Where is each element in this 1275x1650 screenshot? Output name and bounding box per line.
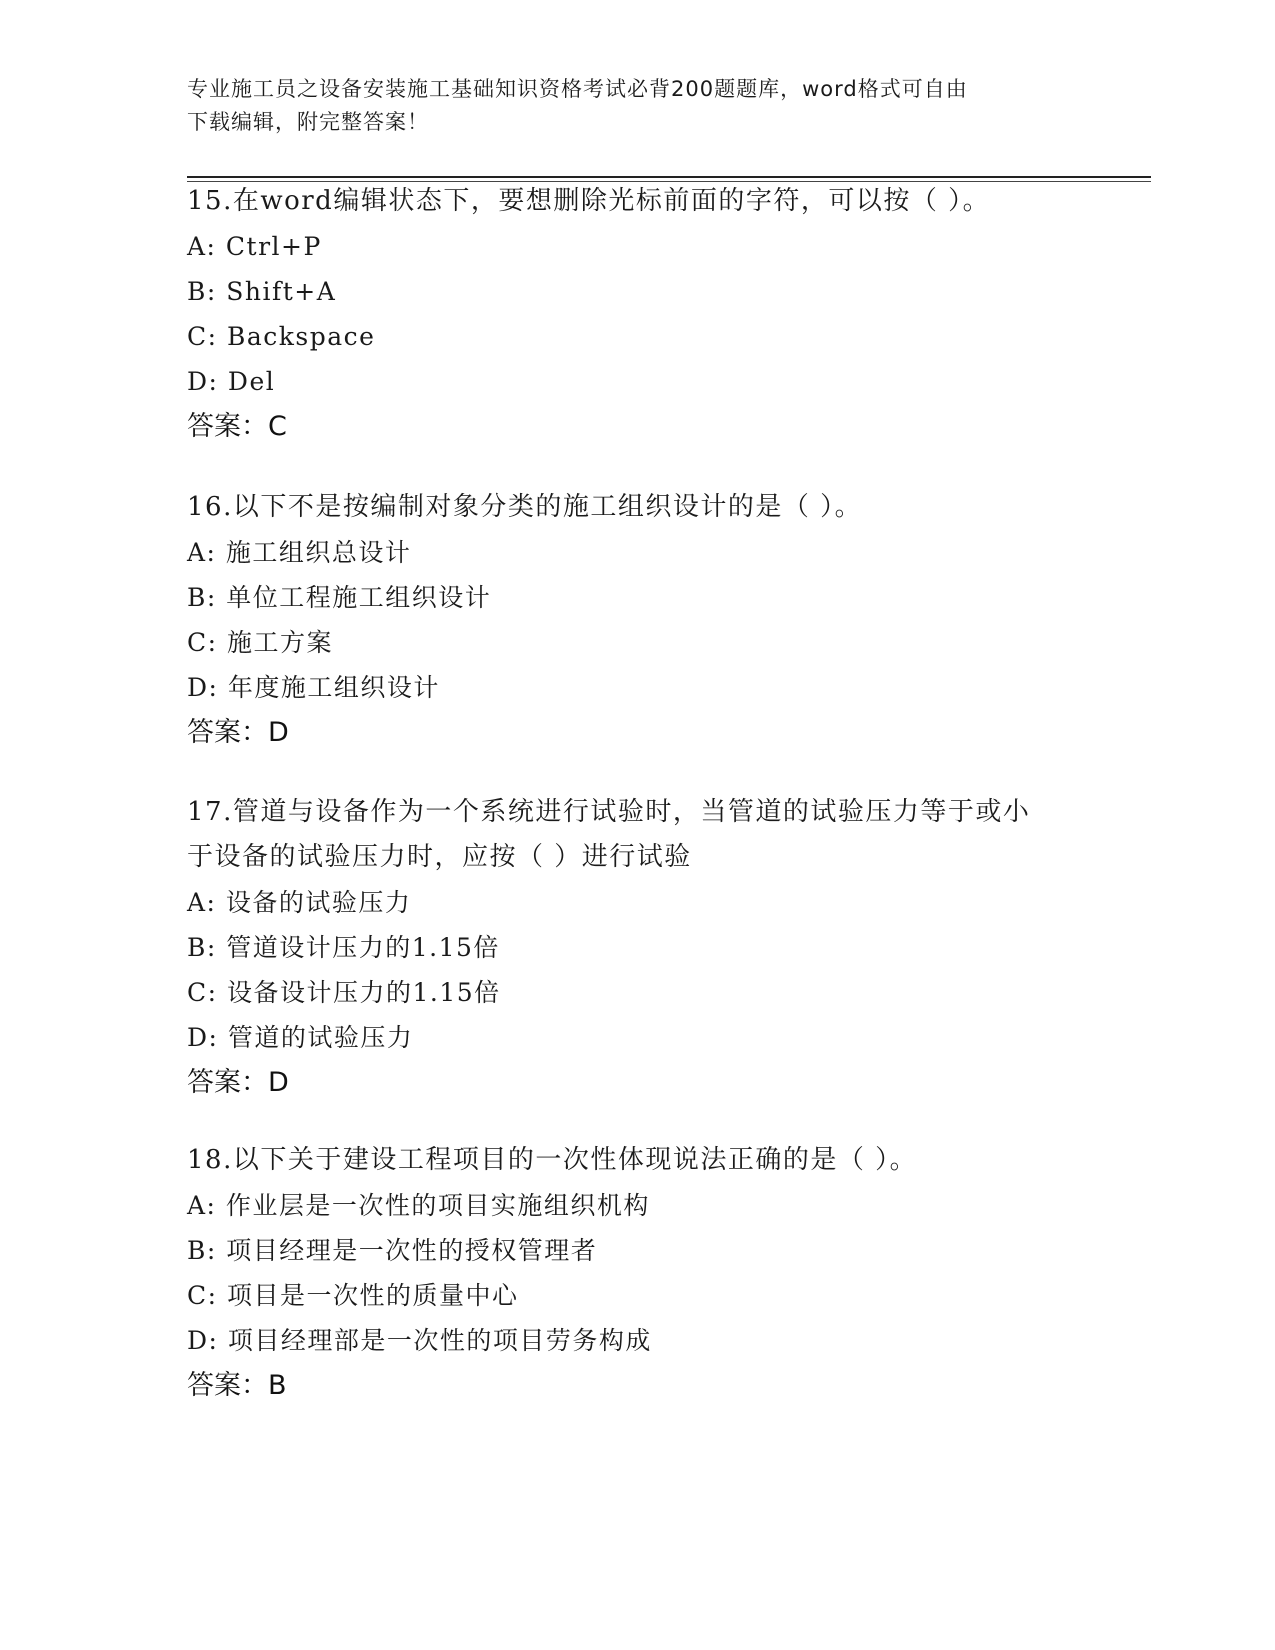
option-b: B: 单位工程施工组织设计 [187,583,492,612]
option-d: D: 年度施工组织设计 [187,673,440,702]
answer: 答案：D [187,1067,289,1098]
question-16 [187,485,1087,755]
option-c: C: 施工方案 [187,628,333,657]
option-b: B: Shift+A [187,277,337,306]
header-divider-thick [187,176,1151,178]
option-c: C: 设备设计压力的1.15倍 [187,978,501,1007]
question-stem: 16.以下不是按编制对象分类的施工组织设计的是（ ）。 [187,492,863,522]
option-a: A: 设备的试验压力 [187,888,412,917]
header-line-1: 专业施工员之设备安装施工基础知识资格考试必背200题题库，word格式可自由 [187,77,968,101]
option-a: A: 施工组织总设计 [187,538,412,567]
question-stem-line-1: 17.管道与设备作为一个系统进行试验时，当管道的试验压力等于或小 [187,797,1031,827]
question-17 [187,790,1087,1105]
question-stem-line-2: 于设备的试验压力时，应按（ ）进行试验 [187,842,692,872]
answer: 答案：C [187,411,287,442]
option-d: D: 项目经理部是一次性的项目劳务构成 [187,1326,652,1355]
question-18 [187,1138,1087,1408]
option-c: C: 项目是一次性的质量中心 [187,1281,519,1310]
answer: 答案：B [187,1370,287,1401]
header-line-2: 下载编辑，附完整答案！ [187,110,429,134]
question-15 [187,179,1087,449]
option-a: A: 作业层是一次性的项目实施组织机构 [187,1191,650,1220]
option-b: B: 项目经理是一次性的授权管理者 [187,1236,598,1265]
answer: 答案：D [187,717,289,748]
option-d: D: Del [187,367,276,396]
option-b: B: 管道设计压力的1.15倍 [187,933,500,962]
question-stem: 18.以下关于建设工程项目的一次性体现说法正确的是（ ）。 [187,1145,918,1175]
option-a: A: Ctrl+P [187,232,322,261]
document-header [187,73,1067,139]
option-c: C: Backspace [187,322,376,351]
question-stem: 15.在word编辑状态下，要想删除光标前面的字符，可以按（ ）。 [187,186,991,216]
option-d: D: 管道的试验压力 [187,1023,414,1052]
